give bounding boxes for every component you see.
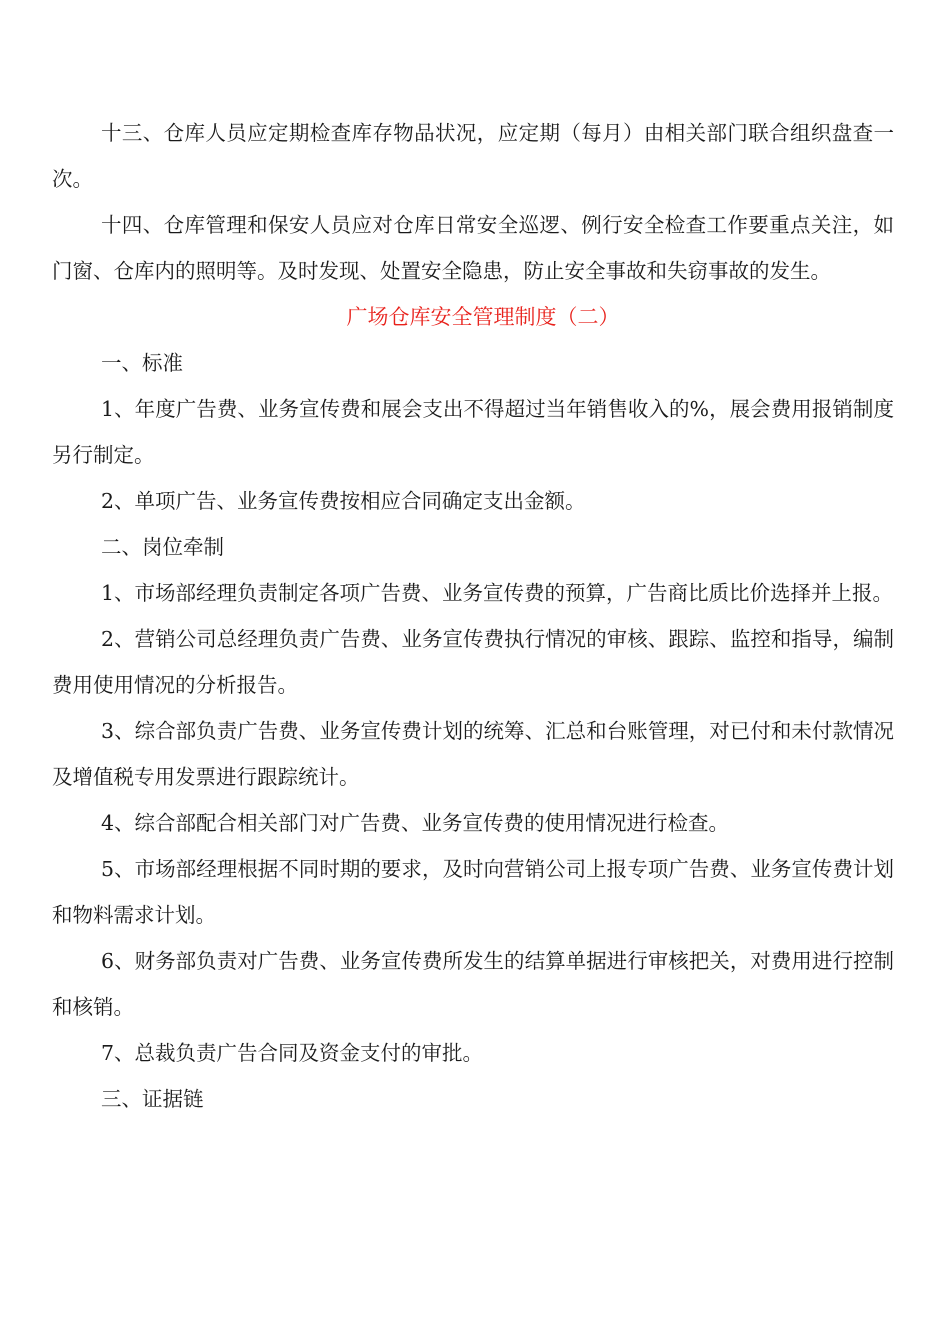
document-page xyxy=(52,110,894,1122)
list-item: 7、总裁负责广告合同及资金支付的审批。 xyxy=(101,1041,484,1065)
section-heading-evidence: 三、证据链 xyxy=(101,1087,204,1111)
paragraph-14: 十四、仓库管理和保安人员应对仓库日常安全巡逻、例行安全检查工作要重点关注，如门窗、仓库内的照明等。及时发现、处置安全隐患，防止安全事故和失窃事故的发生。 xyxy=(52,213,894,283)
document-title: 广场仓库安全管理制度（二） xyxy=(346,305,620,329)
section-heading-standard: 一、标准 xyxy=(101,351,183,375)
list-item: 5、市场部经理根据不同时期的要求，及时向营销公司上报专项广告费、业务宣传费计划和物料需求计划。 xyxy=(52,857,894,927)
list-item: 2、营销公司总经理负责广告费、业务宣传费执行情况的审核、跟踪、监控和指导，编制费用使用情况的分析报告。 xyxy=(52,627,894,697)
list-item: 2、单项广告、业务宣传费按相应合同确定支出金额。 xyxy=(101,489,586,513)
list-item: 1、市场部经理负责制定各项广告费、业务宣传费的预算，广告商比质比价选择并上报。 xyxy=(101,581,894,605)
paragraph-13: 十三、仓库人员应定期检查库存物品状况，应定期（每月）由相关部门联合组织盘查一次。 xyxy=(52,121,894,191)
section-heading-positions: 二、岗位牵制 xyxy=(101,535,224,559)
list-item: 3、综合部负责广告费、业务宣传费计划的统筹、汇总和台账管理，对已付和未付款情况及增值税专用发票进行跟踪统计。 xyxy=(52,719,894,789)
list-item: 1、年度广告费、业务宣传费和展会支出不得超过当年销售收入的%，展会费用报销制度另行制定。 xyxy=(52,397,894,467)
list-item: 4、综合部配合相关部门对广告费、业务宣传费的使用情况进行检查。 xyxy=(101,811,730,835)
list-item: 6、财务部负责对广告费、业务宣传费所发生的结算单据进行审核把关，对费用进行控制和核销。 xyxy=(52,949,894,1019)
